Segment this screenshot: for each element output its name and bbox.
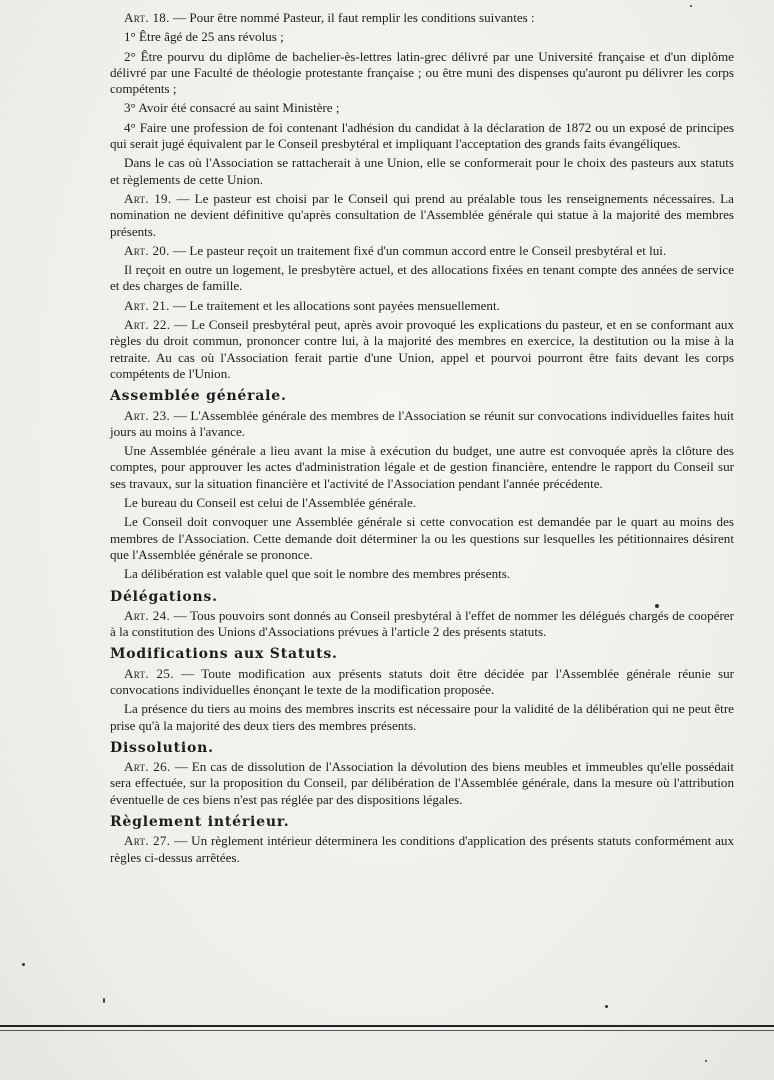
article-text: — Un règlement intérieur déterminera les conditions d'application des présents statuts conformément aux règles ci-dessus arrêtées. [110,833,734,865]
article-25 [110,666,734,699]
article-text: — En cas de dissolution de l'Association la dévolution des biens meubles et immeubles qu'elle possédait sera effectuée, sur la proposition du Conseil, par délibération de l'Assemblée générale, dans la mesure où l'attribution éventuelle de ces biens n'est pas réglée par des dispositions légales. [110,759,734,807]
ink-speck [605,1005,608,1008]
section-heading-delegations: Délégations. [110,588,218,605]
article-23-paragraph-5: La délibération est valable quel que soit le nombre des membres présents. [124,566,511,582]
article-text: — L'Assemblée générale des membres de l'Association se réunit sur convocations individuelles faites huit jours au moins à l'avance. [110,407,734,439]
article-label: Art. 21. [124,297,170,313]
article-21 [110,298,734,314]
condition-3: 3° Avoir été consacré au saint Ministère ; [124,100,340,116]
section-heading-dissolution: Dissolution. [110,739,214,756]
scan-edge-line [0,1025,774,1027]
article-label: Art. 22. [124,317,171,333]
article-label: Art. 20. [124,242,170,258]
article-label: Art. 25. [124,665,174,681]
article-text: — Le traitement et les allocations sont payées mensuellement. [173,297,500,313]
ink-speck [705,1060,707,1062]
article-text: — Le Conseil presbytéral peut, après avoir provoqué les explications du pasteur, et en se conformant aux règles du droit commun, prononcer contre lui, à la majorité des membres en exercice, la destitution ou la mise à la retraite. Au cas où l'Association ferait partie d'une Union, appel et pourvoi pourront être faits devant les corps compétents de l'Union. [110,317,735,381]
scan-edge-line [0,1030,774,1031]
ink-speck [103,998,105,1003]
article-text: — Tous pouvoirs sont donnés au Conseil presbytéral à l'effet de nommer les délégués chargés de coopérer à la constitution des Unions d'Associations prévues à l'article 2 des présents statuts. [110,607,734,640]
article-label: Art. 19. [124,190,172,206]
condition-4: 4° Faire une profession de foi contenant l'adhésion du candidat à la déclaration de 1872 ou un exposé de principes qui serait jugé équivalent par le Conseil presbytéral et impliquant l'acceptation des grands faits évangéliques. [110,119,734,152]
article-label: Art. 24. [124,607,171,623]
ink-speck [655,604,659,608]
article-19 [110,191,734,240]
article-27 [110,833,734,866]
section-heading-assemblee: Assemblée générale. [110,388,287,405]
article-23-paragraph-4: Le Conseil doit convoquer une Assemblée générale si cette convocation est demandée par le quart au moins des membres de l'Association. Cette demande doit déterminer la ou les questions sur lesquelles les pétitionnaires désirent que l'Assemblée générale se prononce. [110,514,734,562]
section-heading-modifications: Modifications aux Statuts. [110,646,338,663]
article-23-paragraph-3: Le bureau du Conseil est celui de l'Assemblée générale. [124,495,417,511]
article-label: Art. 23. [124,407,171,423]
article-26 [110,759,734,808]
article-label: Art. 27. [124,833,171,849]
article-25-paragraph-2: La présence du tiers au moins des membres inscrits est nécessaire pour la validité de la délibération qui ne peut être prise qu'à la majorité des deux tiers des membres présents. [110,701,734,733]
article-20 [110,243,734,259]
article-23-paragraph-2: Une Assemblée générale a lieu avant la mise à exécution du budget, une autre est convoquée après la clôture des comptes, pour approuver les actes d'administration légale et de gestion financière, entendre le rapport du Conseil sur ses travaux, sur la situation financière et l'activité de l'Association pendant l'année précédente. [110,443,734,491]
article-text: — Le pasteur reçoit un traitement fixé d'un commun accord entre le Conseil presbytéral et lui. [173,242,667,258]
ink-speck [22,963,25,966]
statutes-text [110,10,734,869]
article-label: Art. 18. [124,10,170,25]
condition-1: 1° Être âgé de 25 ans révolus ; [124,29,284,45]
article-23 [110,408,734,441]
article-20-paragraph-2: Il reçoit en outre un logement, le presbytère actuel, et des allocations fixées en tenant compte des années de service et des charges de famille. [110,262,734,294]
article-24 [110,608,734,641]
article-22 [110,317,734,382]
section-heading-reglement: Règlement intérieur. [110,814,290,831]
ink-speck [690,5,692,7]
article-label: Art. 26. [124,759,171,775]
article-text: — Le pasteur est choisi par le Conseil qui prend au préalable tous les renseignements nécessaires. La nomination ne devient définitive qu'après consultation de l'Assemblée générale qui statue à la majorité des membres présents. [110,190,734,239]
union-paragraph: Dans le cas où l'Association se rattacherait à une Union, elle se conformerait pour le choix des pasteurs aux statuts et règlements de cette Union. [110,155,734,187]
article-text: — Pour être nommé Pasteur, il faut remplir les conditions suivantes : [173,10,535,25]
condition-2: 2° Être pourvu du diplôme de bachelier-ès-lettres latin-grec délivré par une Université française et d'un diplôme délivré par une Faculté de théologie protestante française ; ou être muni des dispenses qu'auront pu délivrer les corps compétents ; [110,48,734,97]
article-text: — Toute modification aux présents statuts doit être décidée par l'Assemblée générale réunie sur convocations individuelles énonçant le texte de la modification proposée. [110,665,734,697]
article-18 [110,10,734,26]
